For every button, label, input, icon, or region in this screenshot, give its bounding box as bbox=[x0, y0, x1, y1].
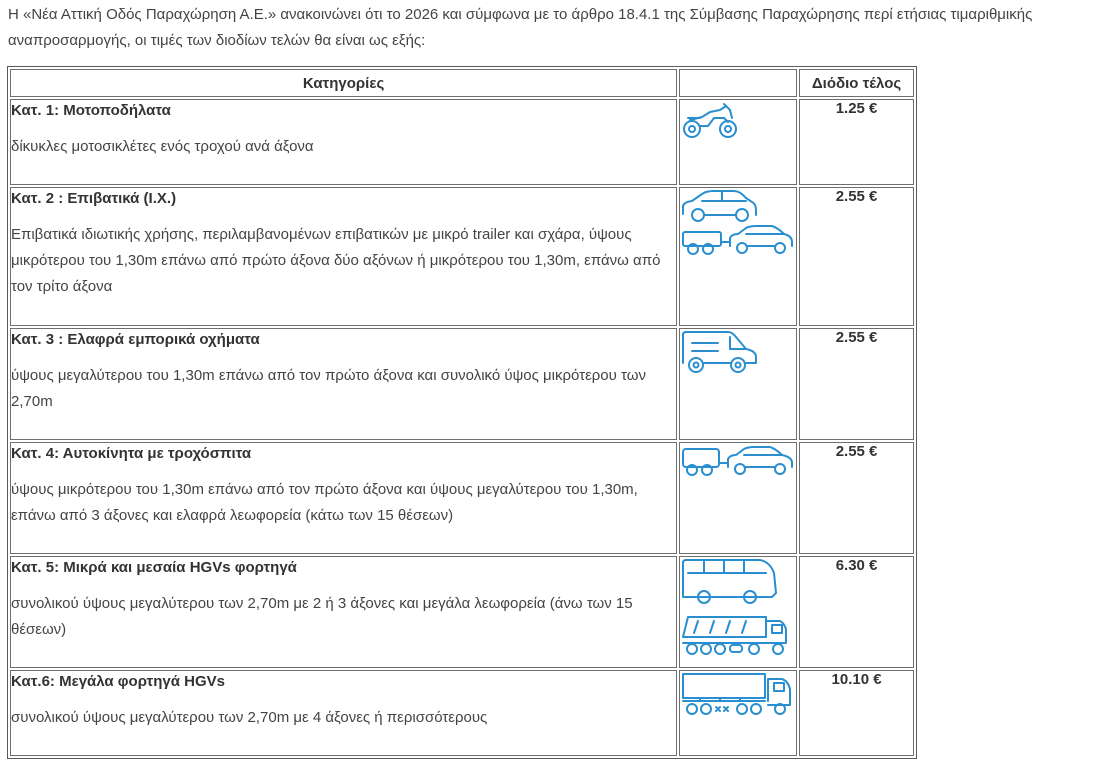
category-description: ύψους μεγαλύτερου του 1,30m επάνω από τον πρώτο άξονα και συνολικό ύψος μικρότερου των 2,70m bbox=[11, 367, 646, 410]
category-cell bbox=[10, 99, 677, 185]
header-icon bbox=[679, 69, 797, 97]
category-description: Επιβατικά ιδιωτικής χρήσης, περιλαμβανομένων επιβατικών με μικρό trailer και σχάρα, ύψους μικρότερου του 1,30m επάνω από πρώτο άξονα δύο αξόνων ή μικρότερου του 1,30m, επάνω από τον τρίτο άξονα bbox=[11, 226, 661, 295]
toll-table bbox=[7, 66, 917, 759]
bus-and-dump-truck-icon bbox=[680, 557, 794, 661]
category-cell bbox=[10, 442, 677, 554]
vehicle-icon-cell bbox=[679, 556, 797, 668]
toll-price: 10.10 € bbox=[799, 670, 914, 756]
toll-price: 1.25 € bbox=[799, 99, 914, 185]
table-header-row bbox=[10, 69, 914, 97]
table-row bbox=[10, 328, 914, 440]
category-cell bbox=[10, 328, 677, 440]
category-title: Κατ. 5: Μικρά και μεσαία HGVs φορτηγά bbox=[11, 559, 297, 576]
table-row bbox=[10, 442, 914, 554]
category-title: Κατ.6: Μεγάλα φορτηγά HGVs bbox=[11, 673, 225, 690]
category-description: ύψους μικρότερου του 1,30m επάνω από τον πρώτο άξονα και ύψους μεγαλύτερου του 1,30m, επάνω από 3 άξονες και ελαφρά λεωφορεία (κάτω των 15 θέσεων) bbox=[11, 481, 638, 524]
category-description: δίκυκλες μοτοσικλέτες ενός τροχού ανά άξονα bbox=[11, 138, 314, 155]
category-description: συνολικού ύψους μεγαλύτερου των 2,70m με 2 ή 3 άξονες και μεγάλα λεωφορεία (άνω των 15 θέσεων) bbox=[11, 595, 633, 638]
header-toll: Διόδιο τέλος bbox=[799, 69, 914, 97]
category-title: Κατ. 4: Αυτοκίνητα με τροχόσπιτα bbox=[11, 445, 252, 462]
vehicle-icon-cell bbox=[679, 99, 797, 185]
table-row bbox=[10, 187, 914, 326]
toll-price: 2.55 € bbox=[799, 187, 914, 326]
table-row bbox=[10, 670, 914, 756]
heavy-truck-icon bbox=[680, 671, 794, 721]
vehicle-icon-cell bbox=[679, 442, 797, 554]
vehicle-icon-cell bbox=[679, 328, 797, 440]
van-icon bbox=[680, 329, 760, 377]
vehicle-icon-cell bbox=[679, 670, 797, 756]
vehicle-icon-cell bbox=[679, 187, 797, 326]
car-and-car-with-trailer-icon bbox=[680, 188, 794, 258]
category-cell bbox=[10, 670, 677, 756]
category-description: συνολικού ύψους μεγαλύτερου των 2,70m με 4 άξονες ή περισσότερους bbox=[11, 709, 488, 726]
toll-price: 2.55 € bbox=[799, 442, 914, 554]
header-categories: Κατηγορίες bbox=[10, 69, 677, 97]
car-with-caravan-icon bbox=[680, 443, 794, 479]
intro-paragraph: Η «Νέα Αττική Οδός Παραχώρηση Α.Ε.» ανακοινώνει ότι το 2026 και σύμφωνα με το άρθρο 18.4.1 της Σύμβασης Παραχώρησης περί ετήσιας τιμαριθμικής αναπροσαρμογής, οι τιμές των διοδίων τελών θα είναι ως εξής: bbox=[8, 6, 1033, 49]
category-title: Κατ. 3 : Ελαφρά εμπορικά οχήματα bbox=[11, 331, 260, 348]
toll-price: 6.30 € bbox=[799, 556, 914, 668]
category-cell bbox=[10, 187, 677, 326]
category-cell bbox=[10, 556, 677, 668]
category-title: Κατ. 1: Μοτοποδήλατα bbox=[11, 102, 171, 119]
table-row bbox=[10, 556, 914, 668]
table-row bbox=[10, 99, 914, 185]
motorcycle-icon bbox=[680, 100, 740, 140]
category-title: Κατ. 2 : Επιβατικά (Ι.Χ.) bbox=[11, 190, 177, 207]
toll-price: 2.55 € bbox=[799, 328, 914, 440]
